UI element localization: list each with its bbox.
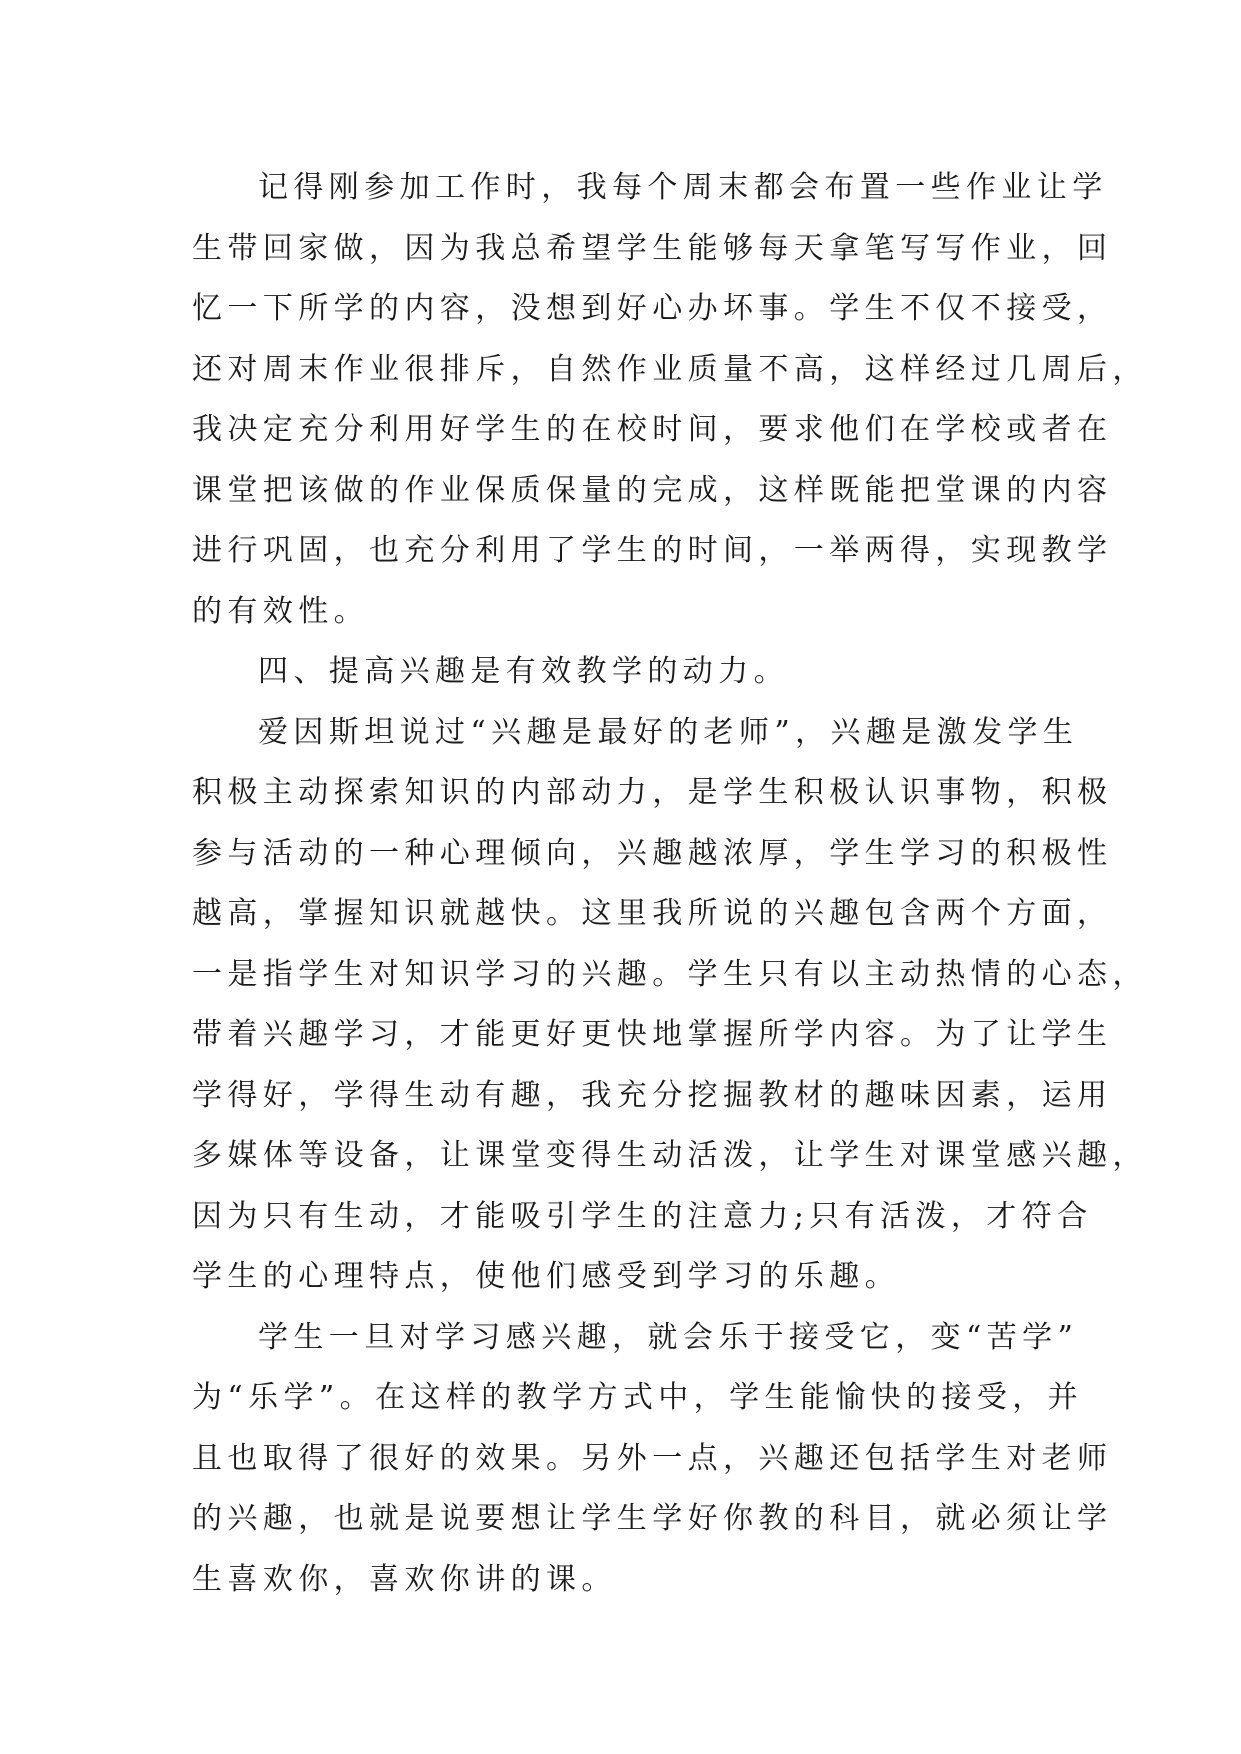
document-body	[192, 158, 1148, 1610]
text-line: 参与活动的一种心理倾向，兴趣越浓厚，学生学习的积极性	[192, 835, 1113, 871]
text-line: 四、提高兴趣是有效教学的动力。	[258, 654, 789, 689]
text-line: 的兴趣，也就是说要想让学生学好你教的科目，就必须让学	[192, 1501, 1113, 1536]
text-line: 忆一下所学的内容，没想到好心办坏事。学生不仅不接受，	[192, 291, 1113, 326]
text-line: 学生的心理特点，使他们感受到学习的乐趣。	[192, 1259, 900, 1294]
text-line: 生带回家做，因为我总希望学生能够每天拿笔写写作业，回	[192, 230, 1113, 266]
text-line: 生喜欢你，喜欢你讲的课。	[192, 1561, 617, 1597]
text-line: 积极主动探索知识的内部动力，是学生积极认识事物，积极	[192, 775, 1113, 810]
text-line: 进行巩固，也充分利用了学生的时间，一举两得，实现教学	[192, 533, 1113, 568]
text-line: 一是指学生对知识学习的兴趣。学生只有以主动热情的心态，	[192, 956, 1148, 992]
text-line: 多媒体等设备，让课堂变得生动活泼，让学生对课堂感兴趣，	[192, 1138, 1148, 1173]
text-line: 为“乐学”。在这样的教学方式中，学生能愉快的接受，并	[192, 1380, 1084, 1415]
text-line: 爱因斯坦说过“兴趣是最好的老师”，兴趣是激发学生	[258, 714, 1079, 750]
text-line: 学生一旦对学习感兴趣，就会乐于接受它，变“苦学”	[258, 1319, 1079, 1355]
text-line: 记得刚参加工作时，我每个周末都会布置一些作业让学	[258, 170, 1108, 205]
text-line: 学得好，学得生动有趣，我充分挖掘教材的趣味因素，运用	[192, 1077, 1113, 1113]
text-line: 因为只有生动，才能吸引学生的注意力;只有活泼，才符合	[192, 1198, 1093, 1234]
text-line: 且也取得了很好的效果。另外一点，兴趣还包括学生对老师	[192, 1440, 1113, 1476]
text-line: 课堂把该做的作业保质保量的完成，这样既能把堂课的内容	[192, 472, 1113, 508]
text-line: 带着兴趣学习，才能更好更快地掌握所学内容。为了让学生	[192, 1017, 1113, 1052]
text-line: 我决定充分利用好学生的在校时间，要求他们在学校或者在	[192, 412, 1113, 447]
text-line: 还对周末作业很排斥，自然作业质量不高，这样经过几周后，	[192, 351, 1148, 387]
text-line: 越高，掌握知识就越快。这里我所说的兴趣包含两个方面，	[192, 896, 1113, 931]
text-line: 的有效性。	[192, 593, 369, 629]
